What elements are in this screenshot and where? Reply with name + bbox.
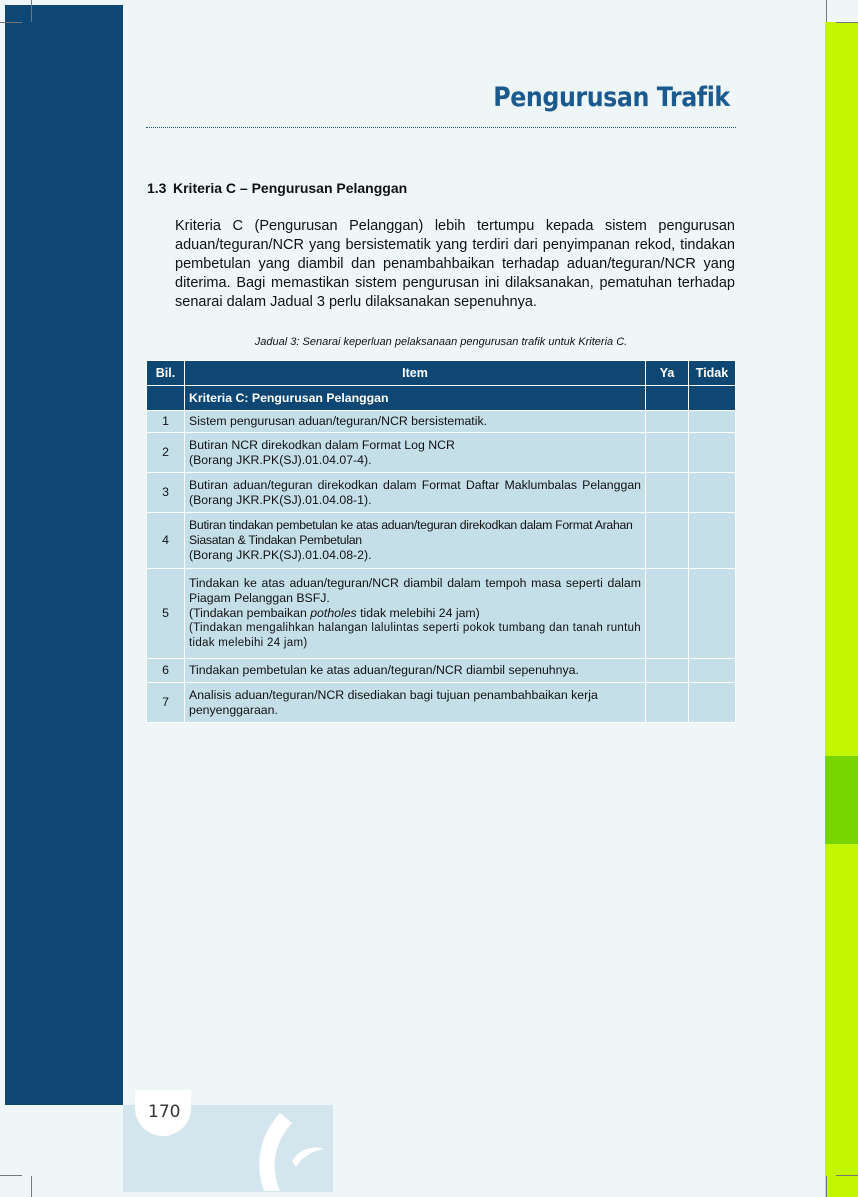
- header-ya: Ya: [646, 361, 689, 386]
- tidak-checkbox-cell[interactable]: [689, 683, 736, 723]
- table-row: [147, 433, 736, 473]
- body-paragraph: Kriteria C (Pengurusan Pelanggan) lebih tertumpu kepada sistem pengurusan aduan/teguran/NCR yang bersistematik yang terdiri dari penyimpanan rekod, tindakan pembetulan yang diambil dan penambahbaikan terhadap aduan/teguran/NCR yang diterima. Bagi memastikan sistem pengurusan ini dilaksanakan, pematuhan terhadap senarai dalam Jadual 3 perlu dilaksanakan sepenuhnya.: [175, 218, 735, 310]
- crop-mark: [836, 22, 858, 23]
- row-item-line: Butiran tindakan pembetulan ke atas aduan/teguran direkodkan dalam Format Arahan Siasatan & Tindakan Pembetulan: [189, 518, 633, 547]
- left-navy-band: [5, 5, 123, 1105]
- row-item-line: [189, 606, 641, 621]
- table-row: [147, 659, 736, 683]
- page-header-title: Pengurusan Trafik: [493, 82, 730, 113]
- table-row: [147, 683, 736, 723]
- crop-mark: [826, 1176, 827, 1197]
- table-caption: Jadual 3: Senarai keperluan pelaksanaan pengurusan trafik untuk Kriteria C.: [254, 336, 628, 348]
- ya-checkbox-cell[interactable]: [646, 569, 689, 659]
- ya-checkbox-cell[interactable]: [646, 659, 689, 683]
- row-item-line: Butiran NCR direkodkan dalam Format Log NCR: [189, 437, 455, 452]
- crop-mark: [31, 1176, 32, 1197]
- tidak-checkbox-cell[interactable]: [689, 659, 736, 683]
- header-item: Item: [185, 361, 646, 386]
- row-item: [185, 513, 646, 569]
- row-item: [185, 433, 646, 473]
- row-item: Sistem pengurusan aduan/teguran/NCR bersistematik.: [185, 411, 646, 433]
- tidak-checkbox-cell[interactable]: [689, 433, 736, 473]
- section-number: 1.3: [147, 180, 167, 196]
- tidak-checkbox-cell[interactable]: [689, 473, 736, 513]
- section-heading: [147, 180, 407, 196]
- crop-mark: [0, 1175, 22, 1176]
- row-number: 4: [147, 513, 185, 569]
- table-row: [147, 569, 736, 659]
- table-row: [147, 473, 736, 513]
- row-item-italic: potholes: [310, 606, 357, 620]
- table-subheader-row: [147, 386, 736, 411]
- table-header-row: [147, 361, 736, 386]
- row-item-line: Tindakan ke atas aduan/teguran/NCR diambil dalam tempoh masa seperti dalam Piagam Pelanggan BSFJ.: [189, 576, 641, 605]
- row-item-line: (Borang JKR.PK(SJ).01.04.08-2).: [189, 548, 372, 562]
- tidak-checkbox-cell[interactable]: [689, 411, 736, 433]
- requirements-table: [146, 360, 736, 723]
- swoosh-logo-icon: [240, 1105, 330, 1192]
- row-item: Analisis aduan/teguran/NCR disediakan bagi tujuan penambahbaikan kerja penyenggaraan.: [185, 683, 646, 723]
- row-number: 5: [147, 569, 185, 659]
- row-item-note: (Tindakan mengalihkan halangan lalulintas seperti pokok tumbang dan tanah runtuh tidak melebihi 24 jam): [189, 622, 641, 649]
- row-number: 7: [147, 683, 185, 723]
- subheader-empty-cell: [646, 386, 689, 411]
- row-item: [185, 569, 646, 659]
- row-number: 3: [147, 473, 185, 513]
- tidak-checkbox-cell[interactable]: [689, 513, 736, 569]
- row-item-line: (Borang JKR.PK(SJ).01.04.07-4).: [189, 452, 372, 467]
- crop-mark: [0, 22, 22, 23]
- page-number: 170: [148, 1102, 181, 1122]
- ya-checkbox-cell[interactable]: [646, 433, 689, 473]
- subheader-title: Kriteria C: Pengurusan Pelanggan: [185, 386, 646, 411]
- header-dotted-rule: [146, 127, 736, 128]
- crop-mark: [836, 1175, 858, 1176]
- crop-mark: [31, 0, 32, 22]
- row-number: 2: [147, 433, 185, 473]
- ya-checkbox-cell[interactable]: [646, 683, 689, 723]
- ya-checkbox-cell[interactable]: [646, 473, 689, 513]
- row-item-text: tidak melebihi 24 jam): [356, 606, 480, 620]
- crop-mark: [826, 0, 827, 22]
- subheader-empty-cell: [147, 386, 185, 411]
- section-title: Kriteria C – Pengurusan Pelanggan: [173, 180, 408, 196]
- subheader-empty-cell: [689, 386, 736, 411]
- tidak-checkbox-cell[interactable]: [689, 569, 736, 659]
- header-tidak: Tidak: [689, 361, 736, 386]
- row-number: 1: [147, 411, 185, 433]
- row-item: Butiran aduan/teguran direkodkan dalam Format Daftar Maklumbalas Pelanggan (Borang JKR.PK(SJ).01.04.08-1).: [185, 473, 646, 513]
- row-number: 6: [147, 659, 185, 683]
- header-bil: Bil.: [147, 361, 185, 386]
- table-row: [147, 411, 736, 433]
- right-lime-tab-bar: [825, 22, 858, 1197]
- row-item-text: (Tindakan pembaikan: [189, 606, 311, 620]
- row-item: Tindakan pembetulan ke atas aduan/teguran/NCR diambil sepenuhnya.: [185, 659, 646, 683]
- ya-checkbox-cell[interactable]: [646, 513, 689, 569]
- table-row: [147, 513, 736, 569]
- chapter-tab-marker: [825, 756, 858, 844]
- ya-checkbox-cell[interactable]: [646, 411, 689, 433]
